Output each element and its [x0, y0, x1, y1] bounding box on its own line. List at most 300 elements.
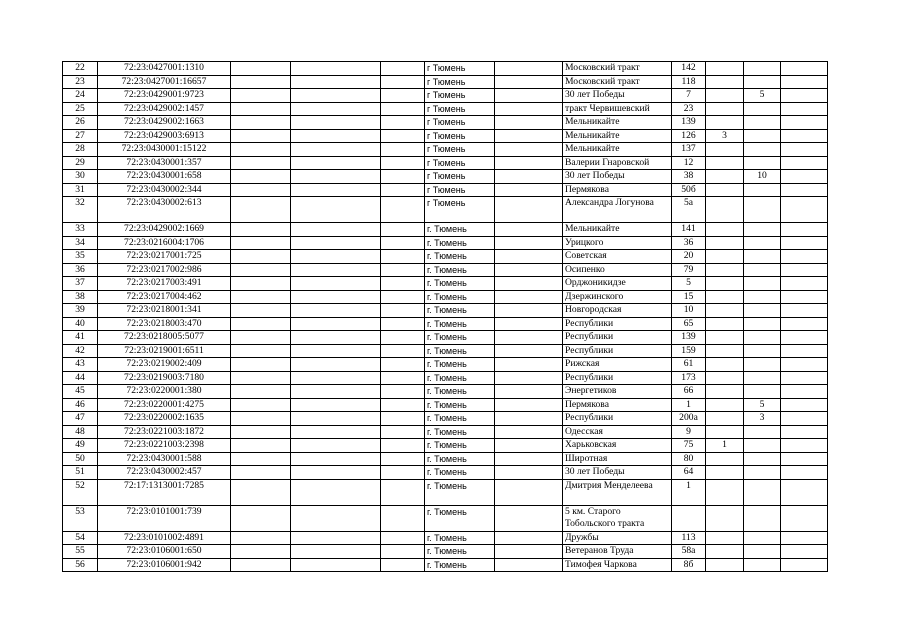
table-row: [63, 143, 828, 157]
empty-cell: [231, 331, 291, 345]
table-row: [63, 331, 828, 345]
cadastral-number-cell: 72:23:0217001:725: [98, 250, 231, 264]
city-cell: г Тюмень: [425, 102, 495, 116]
empty-cell: [381, 236, 425, 250]
value-cell: [744, 466, 781, 480]
empty-cell: [381, 304, 425, 318]
empty-cell: [495, 116, 563, 130]
house-number-cell: 8б: [672, 558, 706, 572]
row-number-cell: 35: [63, 250, 98, 264]
value-cell: [706, 116, 744, 130]
value-cell: [706, 425, 744, 439]
empty-cell: [781, 102, 828, 116]
value-cell: [706, 505, 744, 531]
value-cell: [744, 129, 781, 143]
empty-cell: [495, 317, 563, 331]
empty-cell: [291, 531, 381, 545]
house-number-cell: 5а: [672, 197, 706, 223]
house-number-cell: 139: [672, 331, 706, 345]
house-number-cell: 64: [672, 466, 706, 480]
value-cell: [706, 197, 744, 223]
table-row: [63, 304, 828, 318]
city-cell: г. Тюмень: [425, 290, 495, 304]
empty-cell: [781, 545, 828, 559]
empty-cell: [231, 398, 291, 412]
empty-cell: [231, 129, 291, 143]
cadastral-number-cell: 72:23:0101001:739: [98, 505, 231, 531]
street-cell: Республики: [563, 371, 672, 385]
empty-cell: [231, 505, 291, 531]
city-cell: г Тюмень: [425, 89, 495, 103]
empty-cell: [495, 290, 563, 304]
value-cell: [706, 398, 744, 412]
row-number-cell: 26: [63, 116, 98, 130]
empty-cell: [495, 358, 563, 372]
value-cell: [706, 479, 744, 505]
empty-cell: [495, 223, 563, 237]
empty-cell: [781, 89, 828, 103]
house-number-cell: 5: [672, 277, 706, 291]
city-cell: г Тюмень: [425, 75, 495, 89]
cadastral-number-cell: 72:23:0430001:357: [98, 156, 231, 170]
house-number-cell: 1: [672, 479, 706, 505]
empty-cell: [381, 290, 425, 304]
empty-cell: [781, 250, 828, 264]
row-number-cell: 50: [63, 452, 98, 466]
city-cell: г. Тюмень: [425, 558, 495, 572]
empty-cell: [231, 75, 291, 89]
city-cell: г. Тюмень: [425, 250, 495, 264]
value-cell: [744, 358, 781, 372]
table-row: [63, 290, 828, 304]
row-number-cell: 36: [63, 263, 98, 277]
city-cell: г Тюмень: [425, 116, 495, 130]
city-cell: г Тюмень: [425, 170, 495, 184]
empty-cell: [231, 412, 291, 426]
street-cell: Республики: [563, 344, 672, 358]
empty-cell: [495, 545, 563, 559]
cadastral-number-cell: 72:23:0218005:5077: [98, 331, 231, 345]
empty-cell: [495, 531, 563, 545]
empty-cell: [781, 371, 828, 385]
table-row: [63, 277, 828, 291]
city-cell: г. Тюмень: [425, 223, 495, 237]
house-number-cell: 10: [672, 304, 706, 318]
street-cell: Новгородская: [563, 304, 672, 318]
empty-cell: [291, 331, 381, 345]
house-number-cell: 200а: [672, 412, 706, 426]
table-row: [63, 116, 828, 130]
empty-cell: [781, 466, 828, 480]
value-cell: [744, 439, 781, 453]
table-row: [63, 89, 828, 103]
street-cell: Осипенко: [563, 263, 672, 277]
value-cell: [706, 250, 744, 264]
row-number-cell: 23: [63, 75, 98, 89]
empty-cell: [381, 89, 425, 103]
empty-cell: [781, 170, 828, 184]
row-number-cell: 30: [63, 170, 98, 184]
value-cell: [744, 385, 781, 399]
cadastral-number-cell: 72:23:0430001:15122: [98, 143, 231, 157]
empty-cell: [495, 412, 563, 426]
city-cell: г. Тюмень: [425, 545, 495, 559]
row-number-cell: 54: [63, 531, 98, 545]
empty-cell: [495, 75, 563, 89]
table-row: [63, 102, 828, 116]
empty-cell: [291, 452, 381, 466]
street-cell: 5 км. Старого Тобольского тракта: [563, 505, 672, 531]
cadastral-number-cell: 72:23:0219001:6511: [98, 344, 231, 358]
empty-cell: [495, 102, 563, 116]
value-cell: [744, 102, 781, 116]
value-cell: [706, 412, 744, 426]
empty-cell: [231, 62, 291, 76]
empty-cell: [381, 558, 425, 572]
street-cell: Тимофея Чаркова: [563, 558, 672, 572]
empty-cell: [291, 170, 381, 184]
empty-cell: [381, 277, 425, 291]
table-row: [63, 344, 828, 358]
value-cell: [706, 385, 744, 399]
street-cell: Урицкого: [563, 236, 672, 250]
value-cell: [744, 143, 781, 157]
street-cell: Республики: [563, 317, 672, 331]
row-number-cell: 51: [63, 466, 98, 480]
empty-cell: [381, 250, 425, 264]
empty-cell: [781, 452, 828, 466]
empty-cell: [495, 250, 563, 264]
row-number-cell: 22: [63, 62, 98, 76]
row-number-cell: 41: [63, 331, 98, 345]
empty-cell: [781, 479, 828, 505]
empty-cell: [781, 143, 828, 157]
empty-cell: [781, 290, 828, 304]
street-cell: Мельникайте: [563, 143, 672, 157]
empty-cell: [381, 62, 425, 76]
row-number-cell: 25: [63, 102, 98, 116]
house-number-cell: 65: [672, 317, 706, 331]
house-number-cell: 75: [672, 439, 706, 453]
table-row: [63, 545, 828, 559]
value-cell: [706, 452, 744, 466]
street-cell: Орджоникидзе: [563, 277, 672, 291]
empty-cell: [291, 75, 381, 89]
cadastral-number-cell: 72:23:0216004:1706: [98, 236, 231, 250]
city-cell: г Тюмень: [425, 197, 495, 223]
street-cell: Александра Логунова: [563, 197, 672, 223]
value-cell: [744, 183, 781, 197]
table-row: [63, 439, 828, 453]
row-number-cell: 38: [63, 290, 98, 304]
city-cell: г Тюмень: [425, 129, 495, 143]
city-cell: г Тюмень: [425, 156, 495, 170]
empty-cell: [381, 102, 425, 116]
value-cell: [706, 304, 744, 318]
empty-cell: [291, 236, 381, 250]
table-row: [63, 75, 828, 89]
value-cell: [744, 250, 781, 264]
table-row: [63, 371, 828, 385]
value-cell: [706, 545, 744, 559]
city-cell: г. Тюмень: [425, 479, 495, 505]
city-cell: г Тюмень: [425, 183, 495, 197]
house-number-cell: 50б: [672, 183, 706, 197]
street-cell: Валерии Гнаровской: [563, 156, 672, 170]
value-cell: [744, 277, 781, 291]
value-cell: [706, 156, 744, 170]
house-number-cell: 1: [672, 398, 706, 412]
empty-cell: [231, 358, 291, 372]
empty-cell: [495, 452, 563, 466]
table-row: [63, 505, 828, 531]
value-cell: [706, 317, 744, 331]
empty-cell: [381, 129, 425, 143]
value-cell: [706, 277, 744, 291]
empty-cell: [495, 304, 563, 318]
house-number-cell: 79: [672, 263, 706, 277]
empty-cell: [291, 317, 381, 331]
house-number-cell: 113: [672, 531, 706, 545]
empty-cell: [381, 505, 425, 531]
cadastral-number-cell: 72:23:0218003:470: [98, 317, 231, 331]
empty-cell: [381, 385, 425, 399]
city-cell: г. Тюмень: [425, 263, 495, 277]
empty-cell: [781, 398, 828, 412]
cadastral-number-cell: 72:23:0219002:409: [98, 358, 231, 372]
empty-cell: [231, 385, 291, 399]
value-cell: 3: [744, 412, 781, 426]
empty-cell: [381, 331, 425, 345]
empty-cell: [381, 358, 425, 372]
empty-cell: [291, 143, 381, 157]
empty-cell: [495, 183, 563, 197]
cadastral-number-cell: 72:23:0218001:341: [98, 304, 231, 318]
cadastral-number-cell: 72:23:0427001:1310: [98, 62, 231, 76]
empty-cell: [231, 558, 291, 572]
value-cell: [744, 452, 781, 466]
cadastral-number-cell: 72:23:0217002:986: [98, 263, 231, 277]
house-number-cell: 141: [672, 223, 706, 237]
cadastral-number-cell: 72:23:0220001:4275: [98, 398, 231, 412]
empty-cell: [231, 223, 291, 237]
table-row: [63, 183, 828, 197]
house-number-cell: 118: [672, 75, 706, 89]
row-number-cell: 24: [63, 89, 98, 103]
empty-cell: [231, 290, 291, 304]
row-number-cell: 53: [63, 505, 98, 531]
empty-cell: [381, 371, 425, 385]
empty-cell: [381, 344, 425, 358]
value-cell: [744, 531, 781, 545]
street-cell: 30 лет Победы: [563, 466, 672, 480]
empty-cell: [781, 331, 828, 345]
empty-cell: [231, 250, 291, 264]
empty-cell: [781, 263, 828, 277]
empty-cell: [231, 116, 291, 130]
empty-cell: [291, 371, 381, 385]
empty-cell: [781, 183, 828, 197]
city-cell: г. Тюмень: [425, 425, 495, 439]
empty-cell: [381, 183, 425, 197]
house-number-cell: 126: [672, 129, 706, 143]
empty-cell: [495, 277, 563, 291]
empty-cell: [231, 263, 291, 277]
value-cell: [744, 545, 781, 559]
empty-cell: [231, 452, 291, 466]
empty-cell: [495, 170, 563, 184]
empty-cell: [231, 479, 291, 505]
street-cell: тракт Червишевский: [563, 102, 672, 116]
value-cell: [744, 62, 781, 76]
table-row: [63, 398, 828, 412]
empty-cell: [495, 263, 563, 277]
cadastral-number-cell: 72:23:0220002:1635: [98, 412, 231, 426]
empty-cell: [381, 412, 425, 426]
empty-cell: [381, 439, 425, 453]
value-cell: [706, 263, 744, 277]
cadastral-number-cell: 72:23:0221003:1872: [98, 425, 231, 439]
empty-cell: [781, 439, 828, 453]
cadastral-number-cell: 72:23:0430002:344: [98, 183, 231, 197]
city-cell: г. Тюмень: [425, 439, 495, 453]
row-number-cell: 43: [63, 358, 98, 372]
row-number-cell: 34: [63, 236, 98, 250]
empty-cell: [291, 102, 381, 116]
empty-cell: [381, 116, 425, 130]
empty-cell: [381, 545, 425, 559]
street-cell: Республики: [563, 331, 672, 345]
empty-cell: [781, 317, 828, 331]
table-row: [63, 558, 828, 572]
empty-cell: [781, 531, 828, 545]
empty-cell: [781, 223, 828, 237]
empty-cell: [381, 143, 425, 157]
empty-cell: [781, 236, 828, 250]
street-cell: Советская: [563, 250, 672, 264]
house-number-cell: 159: [672, 344, 706, 358]
empty-cell: [231, 545, 291, 559]
empty-cell: [495, 344, 563, 358]
empty-cell: [495, 558, 563, 572]
value-cell: [706, 344, 744, 358]
table-row: [63, 385, 828, 399]
empty-cell: [291, 129, 381, 143]
table-row: [63, 223, 828, 237]
house-number-cell: 36: [672, 236, 706, 250]
empty-cell: [781, 75, 828, 89]
empty-cell: [381, 197, 425, 223]
empty-cell: [495, 371, 563, 385]
empty-cell: [381, 263, 425, 277]
empty-cell: [231, 317, 291, 331]
cadastral-number-cell: 72:23:0101002:4891: [98, 531, 231, 545]
value-cell: [706, 75, 744, 89]
empty-cell: [291, 62, 381, 76]
row-number-cell: 32: [63, 197, 98, 223]
row-number-cell: 37: [63, 277, 98, 291]
cadastral-number-cell: 72:23:0429002:1457: [98, 102, 231, 116]
empty-cell: [495, 505, 563, 531]
value-cell: 1: [706, 439, 744, 453]
house-number-cell: 61: [672, 358, 706, 372]
house-number-cell: 173: [672, 371, 706, 385]
empty-cell: [291, 505, 381, 531]
empty-cell: [781, 197, 828, 223]
value-cell: [706, 170, 744, 184]
empty-cell: [291, 223, 381, 237]
empty-cell: [495, 236, 563, 250]
street-cell: Московский тракт: [563, 62, 672, 76]
empty-cell: [291, 466, 381, 480]
row-number-cell: 39: [63, 304, 98, 318]
value-cell: [744, 156, 781, 170]
city-cell: г. Тюмень: [425, 452, 495, 466]
cadastral-number-cell: 72:23:0217004:462: [98, 290, 231, 304]
empty-cell: [291, 398, 381, 412]
table-row: [63, 531, 828, 545]
value-cell: 10: [744, 170, 781, 184]
row-number-cell: 42: [63, 344, 98, 358]
row-number-cell: 46: [63, 398, 98, 412]
empty-cell: [781, 505, 828, 531]
value-cell: [706, 223, 744, 237]
value-cell: [744, 344, 781, 358]
table-body: [63, 62, 828, 572]
city-cell: г. Тюмень: [425, 398, 495, 412]
street-cell: Дмитрия Менделеева: [563, 479, 672, 505]
house-number-cell: 20: [672, 250, 706, 264]
empty-cell: [381, 156, 425, 170]
table-row: [63, 412, 828, 426]
city-cell: г. Тюмень: [425, 277, 495, 291]
cadastral-number-cell: 72:23:0430002:457: [98, 466, 231, 480]
empty-cell: [291, 250, 381, 264]
cadastral-number-cell: 72:23:0217003:491: [98, 277, 231, 291]
row-number-cell: 48: [63, 425, 98, 439]
table-row: [63, 170, 828, 184]
empty-cell: [495, 89, 563, 103]
table-row: [63, 479, 828, 505]
row-number-cell: 49: [63, 439, 98, 453]
empty-cell: [291, 116, 381, 130]
value-cell: 3: [706, 129, 744, 143]
empty-cell: [231, 183, 291, 197]
house-number-cell: [672, 505, 706, 531]
cadastral-number-cell: 72:23:0429002:1663: [98, 116, 231, 130]
empty-cell: [381, 170, 425, 184]
empty-cell: [231, 277, 291, 291]
empty-cell: [495, 466, 563, 480]
empty-cell: [291, 197, 381, 223]
value-cell: [744, 331, 781, 345]
empty-cell: [291, 344, 381, 358]
table-row: [63, 466, 828, 480]
empty-cell: [381, 479, 425, 505]
value-cell: [744, 263, 781, 277]
empty-cell: [381, 75, 425, 89]
street-cell: Мельникайте: [563, 223, 672, 237]
value-cell: [706, 102, 744, 116]
table-row: [63, 250, 828, 264]
value-cell: 5: [744, 398, 781, 412]
empty-cell: [495, 385, 563, 399]
cadastral-number-cell: 72:23:0220001:380: [98, 385, 231, 399]
empty-cell: [291, 479, 381, 505]
empty-cell: [291, 183, 381, 197]
row-number-cell: 55: [63, 545, 98, 559]
row-number-cell: 27: [63, 129, 98, 143]
